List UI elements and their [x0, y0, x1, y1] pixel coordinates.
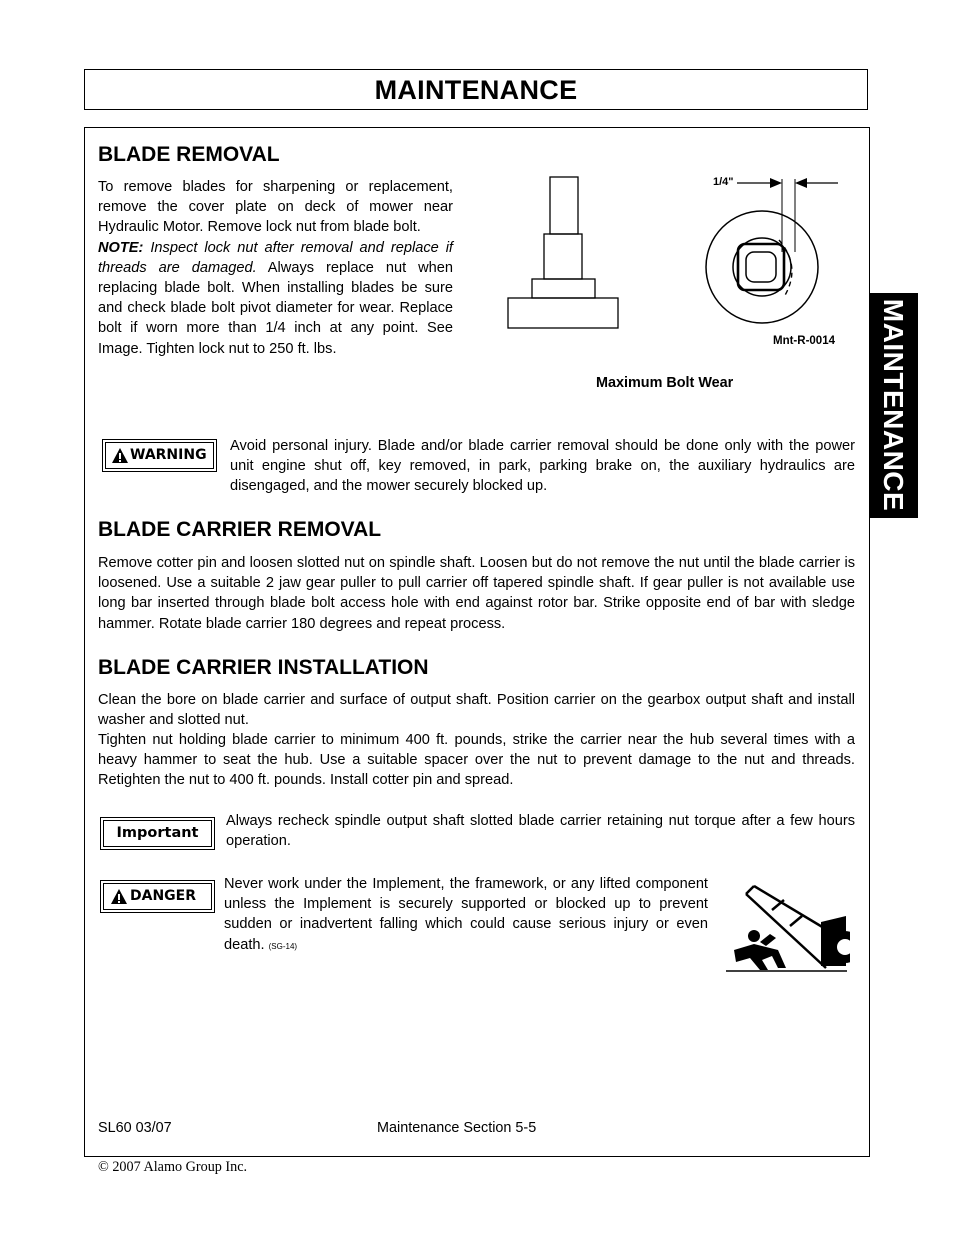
important-badge: [100, 817, 215, 850]
danger-code: (SG-14): [268, 941, 298, 951]
danger-badge-label: DANGER: [130, 888, 197, 904]
section-side-tab: [869, 293, 918, 518]
blade-carrier-removal-text: Remove cotter pin and loosen slotted nut on spindle shaft. Loosen but do not remove the nut until the blade carrier is loosened. Use a suitable 2 jaw gear puller to pull carrier off tapered spindle shaft. If gear puller is not available use long bar inserted through blade bolt access hole with end against rotor bar. Strike opposite end of bar with sledge hammer. Rotate blade carrier 180 degrees and repeat process.: [98, 555, 855, 632]
blade-carrier-removal-heading: BLADE CARRIER REMOVAL: [98, 518, 382, 541]
footer-section: Maintenance Section 5-5: [377, 1120, 537, 1136]
danger-badge: [100, 880, 215, 913]
footer-model: SL60 03/07: [98, 1120, 172, 1136]
danger-text: [224, 874, 708, 957]
footer-copyright: © 2007 Alamo Group Inc.: [98, 1159, 248, 1175]
dimension-label: 1/4": [713, 176, 734, 188]
crush-hazard-icon: [724, 882, 850, 974]
blade-carrier-installation-text-1: Clean the bore on blade carrier and surface of output shaft. Position carrier on the gearbox output shaft and install washer and slotted nut.: [98, 692, 855, 729]
warning-text: Avoid personal injury. Blade and/or blade carrier removal should be done only with the power unit engine shut off, key removed, in park, parking brake on, the auxiliary hydraulics are disengaged, and the mower securely blocked up.: [230, 438, 855, 495]
blade-carrier-installation-text-2: Tighten nut holding blade carrier to minimum 400 ft. pounds, strike the carrier near the hub several times with a heavy hammer to seat the hub. Use a suitable spacer over the nut to prevent damage to the nut and threads. Retighten the nut to 400 ft. pounds. Install cotter pin and spread.: [98, 732, 855, 789]
blade-removal-text: [98, 177, 453, 359]
page-title: MAINTENANCE: [374, 75, 578, 105]
blade-removal-text-1: To remove blades for sharpening or replacement, remove the cover plate on deck of mower near Hydraulic Motor. Remove lock nut from blade bolt.: [98, 179, 453, 236]
warning-badge-label: WARNING: [130, 447, 207, 463]
side-tab-label: MAINTENANCE: [878, 298, 909, 512]
blade-removal-text-2: Always replace nut when replacing blade bolt. When installing blades be sure and check blade bolt pivot diameter for wear. Replace bolt if worn more than 1/4 inch at any point. See Image. Tighten lock nut to 250 ft. lbs.: [98, 259, 453, 357]
warning-badge: [102, 439, 217, 472]
important-badge-label: Important: [116, 825, 199, 841]
important-text: Always recheck spindle output shaft slotted blade carrier retaining nut torque after a few hours operation.: [226, 813, 855, 850]
page-header: [84, 69, 868, 110]
figure-caption: Maximum Bolt Wear: [596, 375, 734, 391]
danger-text-body: Never work under the Implement, the framework, or any lifted component unless the Implement is securely supported or blocked up to prevent sudden or inadvertent falling which could cause serious injury or even death.: [224, 876, 708, 953]
bolt-wear-figure: [505, 170, 850, 365]
figure-code: Mnt-R-0014: [773, 335, 835, 347]
bolt-top-view: [706, 178, 838, 323]
blade-removal-heading: BLADE REMOVAL: [98, 143, 280, 166]
note-text: Inspect lock nut after removal and replace if threads are damaged.: [98, 239, 453, 276]
bolt-side-view: [508, 177, 618, 328]
danger-triangle-icon: [110, 888, 128, 905]
warning-triangle-icon: [111, 447, 129, 464]
note-label: NOTE:: [98, 239, 144, 256]
blade-carrier-installation-heading: BLADE CARRIER INSTALLATION: [98, 656, 429, 679]
